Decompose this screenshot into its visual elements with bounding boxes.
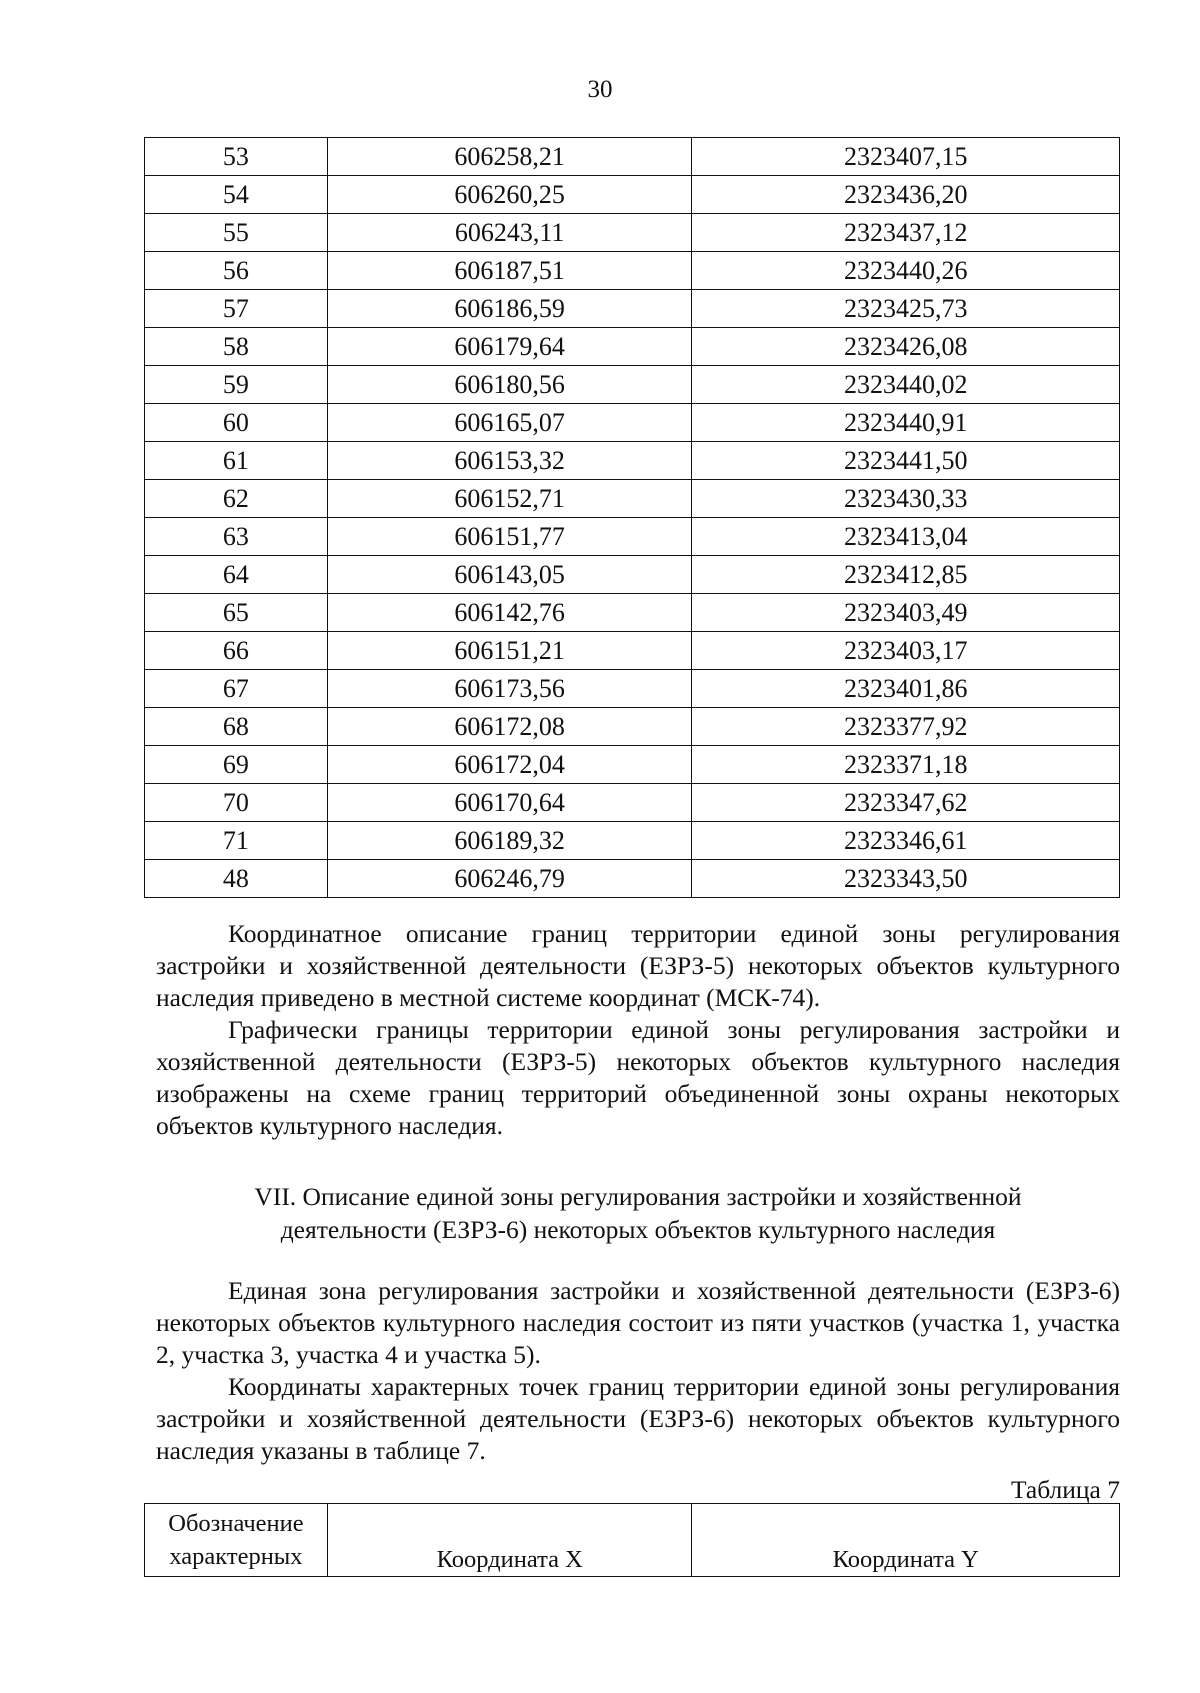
y-coordinate-cell: 2323403,17 bbox=[692, 632, 1120, 670]
section-6-text bbox=[156, 918, 1120, 1142]
table-row bbox=[145, 214, 1120, 252]
table-row bbox=[145, 138, 1120, 176]
x-coordinate-cell: 606243,11 bbox=[327, 214, 692, 252]
point-cell: 57 bbox=[145, 290, 328, 328]
paragraph-coordinate-description: Координатное описание границ территории единой зоны регулирования застройки и хозяйственной деятельности (ЕЗРЗ-5) некоторых объектов культурного наследия приведено в местной системе координат (МСК-74). bbox=[156, 919, 1120, 1012]
table-row bbox=[145, 784, 1120, 822]
y-coordinate-cell: 2323441,50 bbox=[692, 442, 1120, 480]
x-coordinate-cell: 606152,71 bbox=[327, 480, 692, 518]
table-row bbox=[145, 252, 1120, 290]
point-cell: 48 bbox=[145, 860, 328, 898]
x-coordinate-cell: 606173,56 bbox=[327, 670, 692, 708]
x-coordinate-cell: 606258,21 bbox=[327, 138, 692, 176]
y-coordinate-cell: 2323440,26 bbox=[692, 252, 1120, 290]
y-coordinate-cell: 2323440,91 bbox=[692, 404, 1120, 442]
y-coordinate-cell: 2323401,86 bbox=[692, 670, 1120, 708]
table-row bbox=[145, 594, 1120, 632]
x-coordinate-cell: 606151,21 bbox=[327, 632, 692, 670]
y-coordinate-cell: 2323343,50 bbox=[692, 860, 1120, 898]
table-7-header-row bbox=[145, 1504, 1120, 1577]
section-heading-vii bbox=[156, 1180, 1120, 1246]
y-coordinate-cell: 2323371,18 bbox=[692, 746, 1120, 784]
coordinates-table bbox=[144, 137, 1120, 898]
y-coordinate-cell: 2323426,08 bbox=[692, 328, 1120, 366]
x-coordinate-cell: 606165,07 bbox=[327, 404, 692, 442]
header-point-designation bbox=[145, 1504, 328, 1577]
y-coordinate-cell: 2323413,04 bbox=[692, 518, 1120, 556]
y-coordinate-cell: 2323436,20 bbox=[692, 176, 1120, 214]
section-heading-line-2: деятельности (ЕЗРЗ-6) некоторых объектов культурного наследия bbox=[280, 1215, 996, 1244]
table-row bbox=[145, 480, 1120, 518]
coordinates-table-body bbox=[145, 138, 1120, 898]
x-coordinate-cell: 606189,32 bbox=[327, 822, 692, 860]
x-coordinate-cell: 606142,76 bbox=[327, 594, 692, 632]
y-coordinate-cell: 2323407,15 bbox=[692, 138, 1120, 176]
x-coordinate-cell: 606180,56 bbox=[327, 366, 692, 404]
x-coordinate-cell: 606260,25 bbox=[327, 176, 692, 214]
x-coordinate-cell: 606170,64 bbox=[327, 784, 692, 822]
x-coordinate-cell: 606246,79 bbox=[327, 860, 692, 898]
table-row bbox=[145, 556, 1120, 594]
point-cell: 59 bbox=[145, 366, 328, 404]
point-cell: 60 bbox=[145, 404, 328, 442]
table-7-caption: Таблица 7 bbox=[1010, 1475, 1120, 1504]
point-cell: 71 bbox=[145, 822, 328, 860]
y-coordinate-cell: 2323377,92 bbox=[692, 708, 1120, 746]
page-number: 30 bbox=[587, 76, 613, 103]
y-coordinate-cell: 2323347,62 bbox=[692, 784, 1120, 822]
table-row bbox=[145, 860, 1120, 898]
x-coordinate-cell: 606172,08 bbox=[327, 708, 692, 746]
paragraph-graphic-boundaries: Графически границы территории единой зоны регулирования застройки и хозяйственной деятельности (ЕЗРЗ-5) некоторых объектов культурного наследия изображены на схеме границ территорий объединенной зоны охраны некоторых объектов культурного наследия. bbox=[156, 1015, 1120, 1140]
y-coordinate-cell: 2323430,33 bbox=[692, 480, 1120, 518]
x-coordinate-cell: 606172,04 bbox=[327, 746, 692, 784]
paragraph-table-reference: Координаты характерных точек границ территории единой зоны регулирования застройки и хозяйственной деятельности (ЕЗРЗ-6) некоторых объектов культурного наследия указаны в таблице 7. bbox=[156, 1372, 1120, 1465]
x-coordinate-cell: 606151,77 bbox=[327, 518, 692, 556]
point-cell: 68 bbox=[145, 708, 328, 746]
paragraph-zone-composition: Единая зона регулирования застройки и хозяйственной деятельности (ЕЗРЗ-6) некоторых объектов культурного наследия состоит из пяти участков (участка 1, участка 2, участка 3, участка 4 и участка 5). bbox=[156, 1276, 1120, 1369]
point-cell: 70 bbox=[145, 784, 328, 822]
table-row bbox=[145, 708, 1120, 746]
table-row bbox=[145, 822, 1120, 860]
table-7 bbox=[144, 1503, 1120, 1577]
point-cell: 54 bbox=[145, 176, 328, 214]
table-row bbox=[145, 366, 1120, 404]
point-cell: 69 bbox=[145, 746, 328, 784]
y-coordinate-cell: 2323440,02 bbox=[692, 366, 1120, 404]
header-coordinate-y: Координата Y bbox=[692, 1504, 1120, 1577]
point-cell: 65 bbox=[145, 594, 328, 632]
header-point-line-2: характерных bbox=[169, 1543, 303, 1570]
point-cell: 64 bbox=[145, 556, 328, 594]
x-coordinate-cell: 606187,51 bbox=[327, 252, 692, 290]
table-row bbox=[145, 290, 1120, 328]
x-coordinate-cell: 606179,64 bbox=[327, 328, 692, 366]
point-cell: 63 bbox=[145, 518, 328, 556]
point-cell: 55 bbox=[145, 214, 328, 252]
point-cell: 62 bbox=[145, 480, 328, 518]
y-coordinate-cell: 2323403,49 bbox=[692, 594, 1120, 632]
x-coordinate-cell: 606143,05 bbox=[327, 556, 692, 594]
section-7-text bbox=[156, 1275, 1120, 1467]
table-row bbox=[145, 328, 1120, 366]
point-cell: 67 bbox=[145, 670, 328, 708]
x-coordinate-cell: 606153,32 bbox=[327, 442, 692, 480]
table-row bbox=[145, 518, 1120, 556]
point-cell: 56 bbox=[145, 252, 328, 290]
y-coordinate-cell: 2323425,73 bbox=[692, 290, 1120, 328]
table-row bbox=[145, 670, 1120, 708]
header-coordinate-x: Координата X bbox=[327, 1504, 692, 1577]
point-cell: 61 bbox=[145, 442, 328, 480]
table-row bbox=[145, 632, 1120, 670]
point-cell: 58 bbox=[145, 328, 328, 366]
table-row bbox=[145, 404, 1120, 442]
table-row bbox=[145, 176, 1120, 214]
section-heading-line-1: VII. Описание единой зоны регулирования застройки и хозяйственной bbox=[254, 1182, 1022, 1211]
y-coordinate-cell: 2323346,61 bbox=[692, 822, 1120, 860]
x-coordinate-cell: 606186,59 bbox=[327, 290, 692, 328]
table-row bbox=[145, 746, 1120, 784]
y-coordinate-cell: 2323412,85 bbox=[692, 556, 1120, 594]
table-row bbox=[145, 442, 1120, 480]
point-cell: 66 bbox=[145, 632, 328, 670]
y-coordinate-cell: 2323437,12 bbox=[692, 214, 1120, 252]
header-point-line-1: Обозначение bbox=[168, 1510, 304, 1537]
point-cell: 53 bbox=[145, 138, 328, 176]
